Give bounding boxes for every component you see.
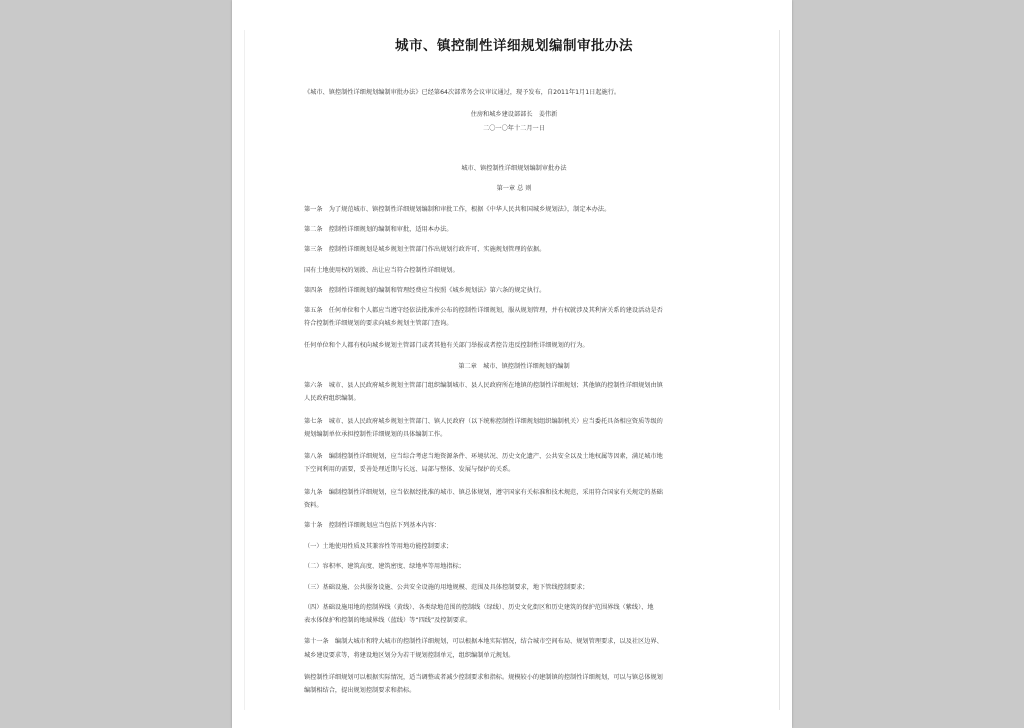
paragraph: 第四条 控制性详细规划的编制和管理经费应当按照《城乡规划法》第六条的规定执行。: [304, 287, 546, 294]
paragraph: 规划编制单位承担控制性详细规划的具体编制工作。: [304, 431, 447, 438]
paragraph: 第十条 控制性详细规划应当包括下列基本内容：: [304, 522, 441, 529]
paragraph: （四）基础设施用地的控制界线（黄线）、各类绿地范围的控制线（绿线）、历史文化街区和历史建筑的保护范围界线（紫线）、地: [304, 604, 654, 611]
document-page: [232, 0, 792, 728]
paragraph: 第五条 任何单位和个人都应当遵守经依法批准并公布的控制性详细规划，服从规划管理，并有权就涉及其利害关系的建设活动是否: [304, 307, 663, 314]
paragraph: （三）基础设施、公共服务设施、公共安全设施的用地规模、范围及具体控制要求，地下管线控制要求；: [304, 584, 589, 591]
issue-date: 二〇一〇年十二月一日: [483, 125, 545, 132]
paragraph: 任何单位和个人都有权向城乡规划主管部门或者其他有关部门举报或者控告违反控制性详细规划的行为。: [304, 342, 589, 349]
paragraph: 符合控制性详细规划的要求向城乡规划主管部门查询。: [304, 320, 453, 327]
page-left-rule: [244, 30, 245, 710]
document-title: 城市、镇控制性详细规划编制审批办法: [395, 38, 633, 54]
paragraph: 编制相结合，提出规划控制要求和指标。: [304, 687, 416, 694]
paragraph: （二）容积率、建筑高度、建筑密度、绿地率等用地指标；: [304, 563, 465, 570]
paragraph: 第一条 为了规范城市、镇控制性详细规划编制和审批工作，根据《中华人民共和国城乡规划法》，制定本办法。: [304, 206, 611, 213]
paragraph: 第七条 城市、县人民政府城乡规划主管部门、镇人民政府（以下统称控制性详细规划组织编制机关）应当委托具备相应资质等级的: [304, 418, 663, 425]
chapter-2-heading: 第二章 城市、镇控制性详细规划的编制: [458, 363, 570, 370]
paragraph: 第八条 编制控制性详细规划，应当综合考虑当地资源条件、环境状况、历史文化遗产、公共安全以及土地权属等因素，满足城市地: [304, 453, 663, 460]
paragraph: 第六条 城市、县人民政府城乡规划主管部门组织编制城市、县人民政府所在地镇的控制性详细规划；其他镇的控制性详细规划由镇: [304, 382, 663, 389]
page-content: [304, 0, 724, 728]
intro-text: 《城市、镇控制性详细规划编制审批办法》已经第64次部常务会议审议通过，现予发布，自2011年1月1日起施行。: [304, 89, 621, 96]
paragraph: 第二条 控制性详细规划的编制和审批，适用本办法。: [304, 226, 453, 233]
paragraph: 国有土地使用权的划拨、出让应当符合控制性详细规划。: [304, 267, 459, 274]
paragraph: 城乡建设要求等，将建设地区划分为若干规划控制单元，组织编制单元规划。: [304, 652, 515, 659]
paragraph: 人民政府组织编制。: [304, 395, 360, 402]
paragraph: 镇控制性详细规划可以根据实际情况，适当调整或者减少控制要求和指标。规模较小的建制镇的控制性详细规划，可以与镇总体规划: [304, 674, 663, 681]
paragraph: 第十一条 编制大城市和特大城市的控制性详细规划，可以根据本地实际情况，结合城市空间布局、规划管理要求，以及社区边界、: [304, 638, 663, 645]
paragraph: 下空间利用的需要，妥善处理近期与长远、局部与整体、发展与保护的关系。: [304, 466, 515, 473]
signature: 住房和城乡建设部部长 姜伟新: [470, 111, 558, 118]
document-subtitle: 城市、镇控制性详细规划编制审批办法: [461, 165, 567, 172]
paragraph: （一）土地使用性质及其兼容性等用地功能控制要求；: [304, 543, 453, 550]
paragraph: 第九条 编制控制性详细规划，应当依据经批准的城市、镇总体规划，遵守国家有关标准和技术规范，采用符合国家有关规定的基础: [304, 489, 663, 496]
paragraph: 表水体保护和控制的地域界线（蓝线）等“四线”及控制要求。: [304, 617, 472, 624]
paragraph: 第三条 控制性详细规划是城乡规划主管部门作出规划行政许可、实施规划管理的依据。: [304, 246, 546, 253]
chapter-1-heading: 第一章 总 则: [496, 185, 532, 192]
page-right-rule: [779, 30, 780, 710]
paragraph: 资料。: [304, 502, 323, 509]
